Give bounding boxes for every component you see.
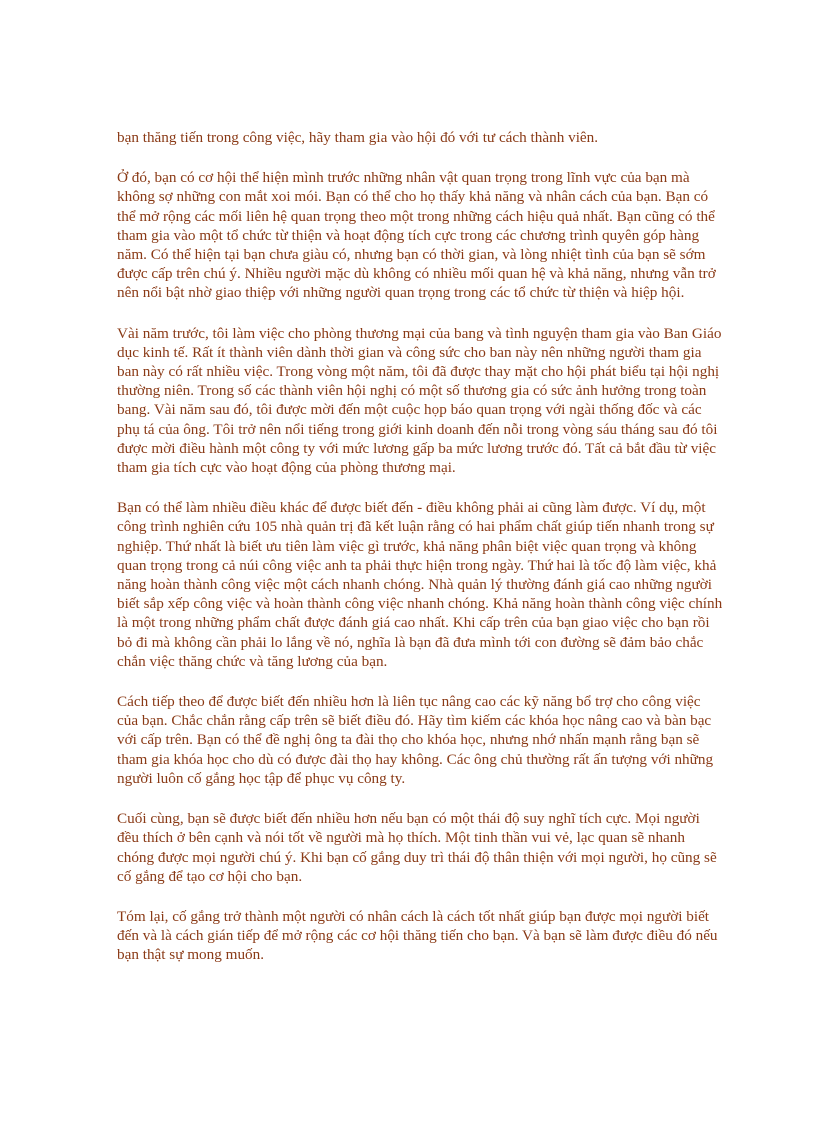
text-line: bỏ đi mà không cần phải lo lắng về nó, nghĩa là bạn đã đưa mình tới con đường sẽ đảm bảo chắc — [117, 633, 704, 651]
document-body — [117, 128, 723, 986]
text-line: được cấp trên chú ý. Nhiều người mặc dù không có nhiều mối quan hệ và khả năng, nhưng vẫn trở — [117, 265, 716, 283]
text-line: Vài năm trước, tôi làm việc cho phòng thương mại của bang và tình nguyện tham gia vào Ban Giáo — [117, 324, 722, 342]
paragraph — [117, 498, 723, 671]
text-line: thể mở rộng các mối liên hệ quan trọng theo một trong những cách hiệu quả nhất. Bạn cũng có thể — [117, 207, 715, 225]
text-line: đến và là cách gián tiếp để mở rộng các cơ hội thăng tiến cho bạn. Và bạn sẽ làm được điều đó nếu — [117, 927, 718, 945]
text-line: tham gia vào một tổ chức từ thiện và hoạt động tích cực trong các chương trình quyên góp hàng — [117, 226, 700, 244]
text-line: tham gia khóa học cho dù có được đài thọ hay không. Các ông chủ thường rất ấn tượng với những — [117, 750, 714, 768]
text-line: tham gia tích cực vào hoạt động của phòng thương mại. — [117, 459, 456, 477]
text-line: phụ tá của ông. Tôi trở nên nổi tiếng trong giới kinh doanh đến nỗi trong vòng sáu tháng sau đó tôi — [117, 420, 718, 438]
text-line: nghiệp. Thứ nhất là biết ưu tiên làm việc gì trước, khả năng phân biệt việc quan trọng và không — [117, 537, 697, 555]
text-line: dục kinh tế. Rất ít thành viên dành thời gian và công sức cho ban này nên những người tham gia — [117, 343, 702, 361]
paragraph — [117, 907, 718, 965]
text-line: thường niên. Trong số các thành viên hội nghị có một số thương gia có sức ảnh hưởng trong toàn — [117, 382, 707, 400]
text-line: Bạn có thể làm nhiều điều khác để được biết đến - điều không phải ai cũng làm được. Ví dụ, một — [117, 499, 706, 517]
text-line: bạn thật sự mong muốn. — [117, 946, 265, 964]
text-line: người luôn cố gắng học tập để phục vụ công ty. — [117, 769, 406, 787]
text-line: quan trọng trong cả núi công việc anh ta phải thực hiện trong ngày. Thứ hai là tốc độ làm việc, khả — [117, 556, 717, 574]
text-line: với cấp trên. Bạn có thể đề nghị ông ta đài thọ cho khóa học, nhưng nhớ nhấn mạnh rằng bạn sẽ — [117, 731, 700, 749]
text-line: chóng được mọi người chú ý. Khi bạn cố gắng duy trì thái độ thân thiện với mọi người, họ cũng sẽ — [117, 848, 717, 866]
text-line: bang. Vài năm sau đó, tôi được mời đến một cuộc họp báo quan trọng với ngài thống đốc và các — [117, 401, 702, 419]
text-line: không sợ những con mắt xoi mói. Bạn có thể cho họ thấy khả năng và nhân cách của bạn. Bạn có — [117, 188, 709, 206]
text-line: nên nổi bật nhờ giao thiệp với những người quan trọng trong các tổ chức từ thiện và hiệp hội. — [117, 284, 685, 302]
text-line: được mời điều hành một công ty với mức lương gấp ba mức lương trước đó. Tất cả bắt đầu từ việc — [117, 439, 716, 457]
text-line: của bạn. Chắc chắn rằng cấp trên sẽ biết điều đó. Hãy tìm kiếm các khóa học nâng cao và bàn bạc — [117, 712, 712, 730]
paragraph — [117, 809, 715, 886]
paragraph — [117, 168, 715, 302]
text-line: Ở đó, bạn có cơ hội thể hiện mình trước những nhân vật quan trọng trong lĩnh vực của bạn mà — [117, 169, 690, 187]
text-line: bạn thăng tiến trong công việc, hãy tham gia vào hội đó với tư cách thành viên. — [117, 129, 599, 146]
text-line: Tóm lại, cố gắng trở thành một người có nhân cách là cách tốt nhất giúp bạn được mọi người biết — [117, 907, 710, 925]
paragraph — [117, 692, 715, 788]
text-line: ban này có rất nhiều việc. Trong vòng một năm, tôi đã được thay mặt cho hội phát biểu tại hội nghị — [117, 363, 720, 381]
text-line: cố gắng để tạo cơ hội cho bạn. — [117, 867, 303, 885]
text-line: năng hoàn thành công việc một cách nhanh chóng. Nhà quản lý thường đánh giá cao những người — [117, 576, 712, 594]
text-line: công trình nghiên cứu 105 nhà quản trị đã kết luận rằng có hai phẩm chất giúp tiến nhanh trong sự — [117, 518, 714, 536]
text-line: biết sắp xếp công việc và hoàn thành công việc nhanh chóng. Khả năng hoàn thành công việc chính — [117, 595, 723, 613]
text-line: Cách tiếp theo để được biết đến nhiều hơn là liên tục nâng cao các kỹ năng bổ trợ cho công việc — [117, 693, 701, 711]
paragraph — [117, 324, 722, 478]
text-line: chắn việc thăng chức và tăng lương của bạn. — [117, 652, 388, 670]
text-line: là một trong những phẩm chất được đánh giá cao nhất. Khi cấp trên của bạn giao việc cho bạn rồi — [117, 614, 710, 632]
paragraph — [117, 128, 715, 147]
text-line: đều thích ở bên cạnh và nói tốt về người mà họ thích. Một tinh thần vui vẻ, lạc quan sẽ nhanh — [117, 829, 685, 847]
text-line: năm. Có thể hiện tại bạn chưa giàu có, nhưng bạn có thời gian, và lòng nhiệt tình của bạn sẽ sớm — [117, 246, 706, 264]
text-line: Cuối cùng, bạn sẽ được biết đến nhiều hơn nếu bạn có một thái độ suy nghĩ tích cực. Mọi người — [117, 810, 700, 828]
